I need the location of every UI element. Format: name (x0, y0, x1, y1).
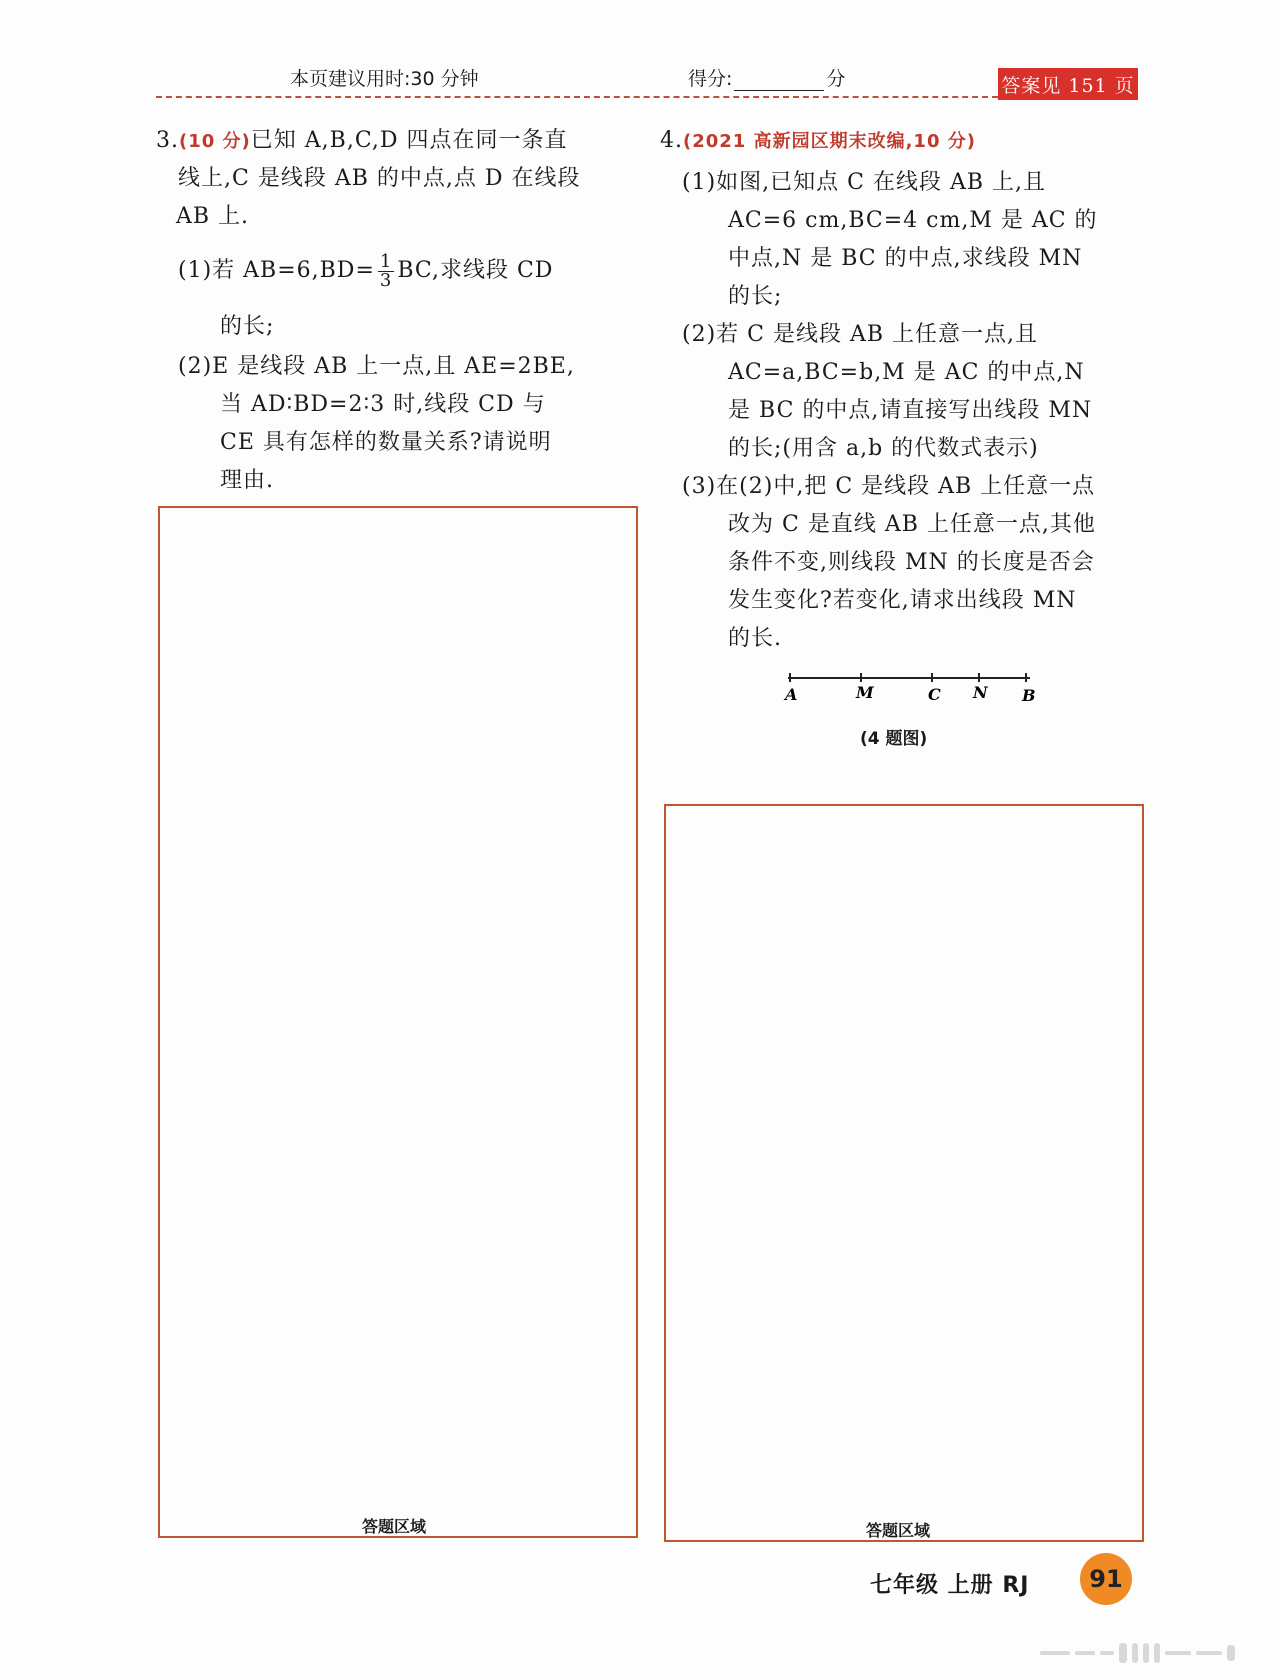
q4-part3-line4: 发生变化?若变化,请求出线段 MN (728, 588, 1077, 613)
q3-part2-line4: 理由. (220, 468, 274, 493)
answer-area-right[interactable] (664, 804, 1144, 1542)
answer-area-left-label: 答题区域 (362, 1517, 427, 1536)
q3-number: 3. (156, 128, 179, 153)
q4-part2-line1: (2)若 C 是线段 AB 上任意一点,且 (682, 322, 1039, 347)
q4-part2-line4: 的长;(用含 a,b 的代数式表示) (728, 436, 1039, 461)
q3-points: (10 分) (179, 131, 251, 152)
label-b: B (1022, 686, 1036, 705)
label-m: M (856, 683, 874, 702)
q3-part1-line1 (178, 252, 553, 290)
q4-part3-line2: 改为 C 是直线 AB 上任意一点,其他 (728, 512, 1096, 537)
page-number-badge: 91 (1080, 1553, 1132, 1605)
label-c: C (928, 685, 941, 704)
fraction-one-third (378, 250, 394, 291)
q3-stem-line2: 线上,C 是线段 AB 的中点,点 D 在线段 (178, 166, 581, 191)
score-blank[interactable] (734, 72, 824, 91)
fraction-denominator: 3 (379, 269, 393, 291)
score-field (688, 64, 845, 91)
figure-caption: (4 题图) (860, 729, 928, 749)
q3-part1-before: (1)若 AB=6,BD= (178, 258, 375, 283)
fraction-numerator: 1 (379, 250, 393, 272)
q3-part1-after: BC,求线段 CD (397, 258, 554, 283)
answer-area-left[interactable] (158, 506, 638, 1538)
q4-header (660, 122, 976, 161)
q4-part3-line3: 条件不变,则线段 MN 的长度是否会 (728, 550, 1095, 575)
q4-part3-line5: 的长. (728, 626, 782, 651)
suggested-time: 本页建议用时:30 分钟 (290, 68, 479, 90)
q3-part2-line3: CE 具有怎样的数量关系?请说明 (220, 430, 552, 455)
answer-area-right-label: 答题区域 (866, 1521, 931, 1540)
q4-part1-line3: 中点,N 是 BC 的中点,求线段 MN (728, 246, 1083, 271)
q4-part1-line2: AC=6 cm,BC=4 cm,M 是 AC 的 (728, 208, 1098, 233)
q4-part1-line4: 的长; (728, 284, 783, 309)
q3-part1-line2: 的长; (220, 314, 275, 339)
q4-source: (2021 高新园区期末改编,10 分) (683, 131, 976, 152)
score-suffix: 分 (826, 68, 846, 90)
watermark-bars (1040, 1642, 1250, 1664)
q4-part3-line1: (3)在(2)中,把 C 是线段 AB 上任意一点 (682, 474, 1096, 499)
label-n: N (973, 683, 988, 702)
label-a: A (785, 685, 798, 704)
grade-label: 七年级 上册 RJ (870, 1573, 1030, 1598)
q3-stem-line3: AB 上. (176, 204, 250, 229)
q3-stem-text1: 已知 A,B,C,D 四点在同一条直 (250, 128, 568, 153)
q3-stem-line1 (156, 122, 568, 161)
score-prefix: 得分: (688, 68, 733, 90)
segment-figure (770, 668, 1040, 708)
answer-reference-badge: 答案见 151 页 (998, 68, 1138, 100)
q4-part1-line1: (1)如图,已知点 C 在线段 AB 上,且 (682, 170, 1047, 195)
q4-part2-line3: 是 BC 的中点,请直接写出线段 MN (728, 398, 1093, 423)
q3-part2-line1: (2)E 是线段 AB 上一点,且 AE=2BE, (178, 354, 575, 379)
header-divider (156, 96, 998, 98)
q4-number: 4. (660, 128, 683, 153)
q4-part2-line2: AC=a,BC=b,M 是 AC 的中点,N (728, 360, 1085, 385)
q3-part2-line2: 当 AD∶BD=2∶3 时,线段 CD 与 (220, 392, 546, 417)
